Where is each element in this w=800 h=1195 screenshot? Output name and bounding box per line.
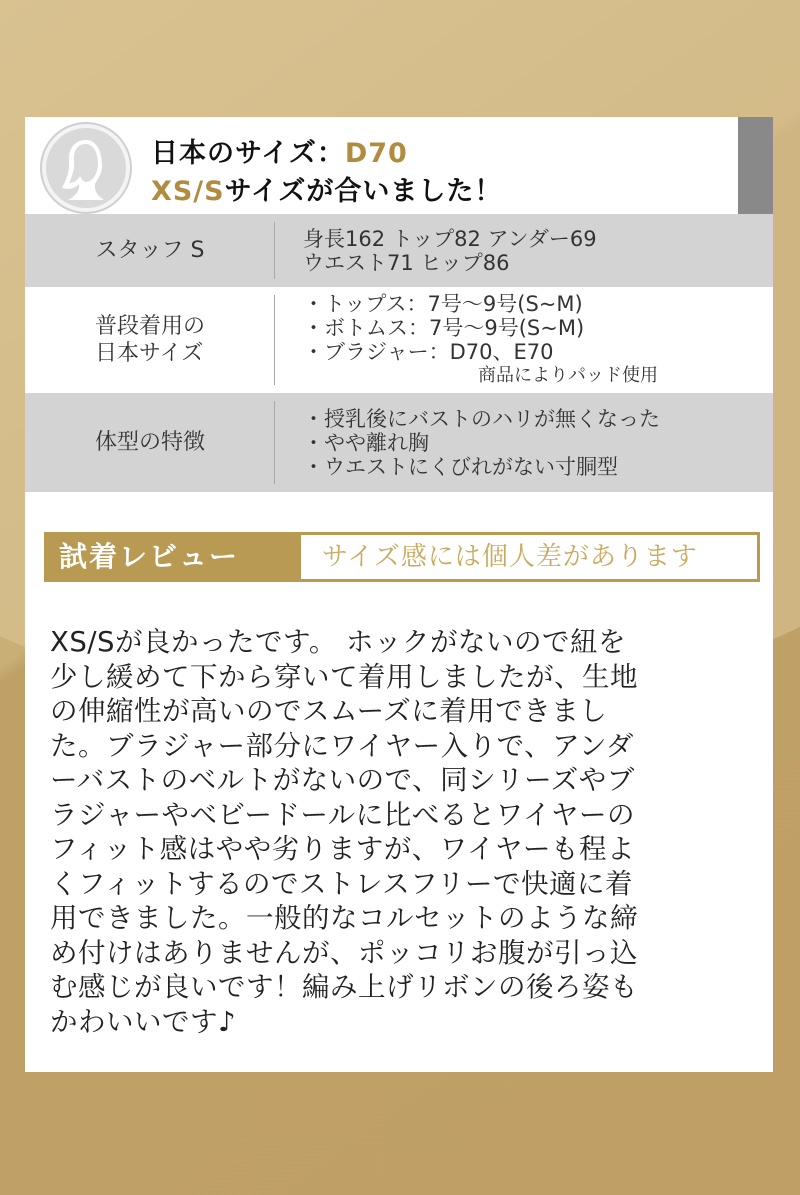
row-value: 身長162 トップ82 アンダー69 bbox=[303, 226, 597, 251]
review-line: た。ブラジャー部分にワイヤー入りで、アンダ bbox=[50, 729, 634, 762]
review-text bbox=[50, 625, 760, 1039]
row-value: ・ブラジャー：D70、E70 bbox=[303, 340, 554, 364]
row-value: ウエスト71 ヒップ86 bbox=[303, 250, 510, 275]
table-row bbox=[25, 214, 773, 287]
divider bbox=[274, 401, 275, 484]
row-label bbox=[25, 214, 275, 287]
table-row bbox=[25, 287, 773, 393]
review-line: かわいいです♪ bbox=[50, 1005, 237, 1038]
fit-size-label: サイズが合いました！ bbox=[224, 176, 503, 207]
review-line: 少し緩めて下から穿いて着用しましたが、生地 bbox=[50, 660, 638, 693]
review-line: フィット感はやや劣りますが、ワイヤーも程よ bbox=[50, 833, 635, 865]
review-line: む感じが良いです！編み上げリボンの後ろ姿も bbox=[50, 971, 638, 1003]
review-line: 用できました。一般的なコルセットのような締 bbox=[50, 902, 638, 934]
row-values bbox=[303, 214, 763, 287]
row-label-text: 普段着用の bbox=[94, 314, 205, 339]
row-value: ・トップス：7号～9号(S~M) bbox=[303, 292, 583, 316]
review-line: くフィットするのでストレスフリーで快適に着 bbox=[50, 867, 634, 900]
size-value: D70 bbox=[344, 138, 408, 169]
woman-silhouette-icon bbox=[42, 124, 130, 212]
row-label-text: 体型の特徴 bbox=[94, 430, 205, 455]
size-header bbox=[25, 117, 773, 214]
row-label bbox=[25, 393, 275, 492]
row-values bbox=[303, 393, 763, 492]
row-label-text: スタッフ S bbox=[95, 238, 205, 263]
row-value: ・ウエストにくびれがない寸胴型 bbox=[303, 454, 618, 479]
row-value: ・ボトムス：7号～9号(S~M) bbox=[303, 316, 585, 340]
row-note: 商品によりパッド使用 bbox=[478, 365, 658, 386]
review-card bbox=[25, 117, 773, 1072]
size-line-1 bbox=[151, 131, 408, 170]
divider bbox=[274, 222, 275, 279]
table-row bbox=[25, 393, 773, 492]
staff-profile-table bbox=[25, 214, 773, 492]
review-header bbox=[44, 532, 760, 582]
size-label: 日本のサイズ： bbox=[151, 138, 345, 169]
fit-size-value: XS/S bbox=[151, 176, 225, 207]
review-line: の伸縮性が高いのでスムーズに着用できまし bbox=[50, 695, 608, 727]
row-value: ・やや離れ胸 bbox=[303, 430, 429, 455]
row-label bbox=[25, 287, 275, 393]
header-accent-bar bbox=[738, 117, 773, 214]
review-line: ーバストのベルトがないので、同シリーズやブ bbox=[50, 764, 635, 796]
review-line: ラジャーやベビードールに比べるとワイヤーの bbox=[50, 798, 635, 831]
review-line: め付けはありませんが、ポッコリお腹が引っ込 bbox=[50, 936, 638, 969]
review-line: XS/Sが良かったです。 ホックがないので紐を bbox=[50, 626, 627, 658]
size-line-2 bbox=[151, 169, 502, 208]
divider bbox=[274, 295, 275, 385]
review-disclaimer: サイズ感には個人差があります bbox=[322, 542, 698, 572]
row-label-text: 日本サイズ bbox=[94, 341, 204, 366]
row-values bbox=[303, 287, 763, 393]
row-value: ・授乳後にバストのハリが無くなった bbox=[303, 406, 660, 431]
review-title: 試着レビュー bbox=[47, 535, 301, 579]
